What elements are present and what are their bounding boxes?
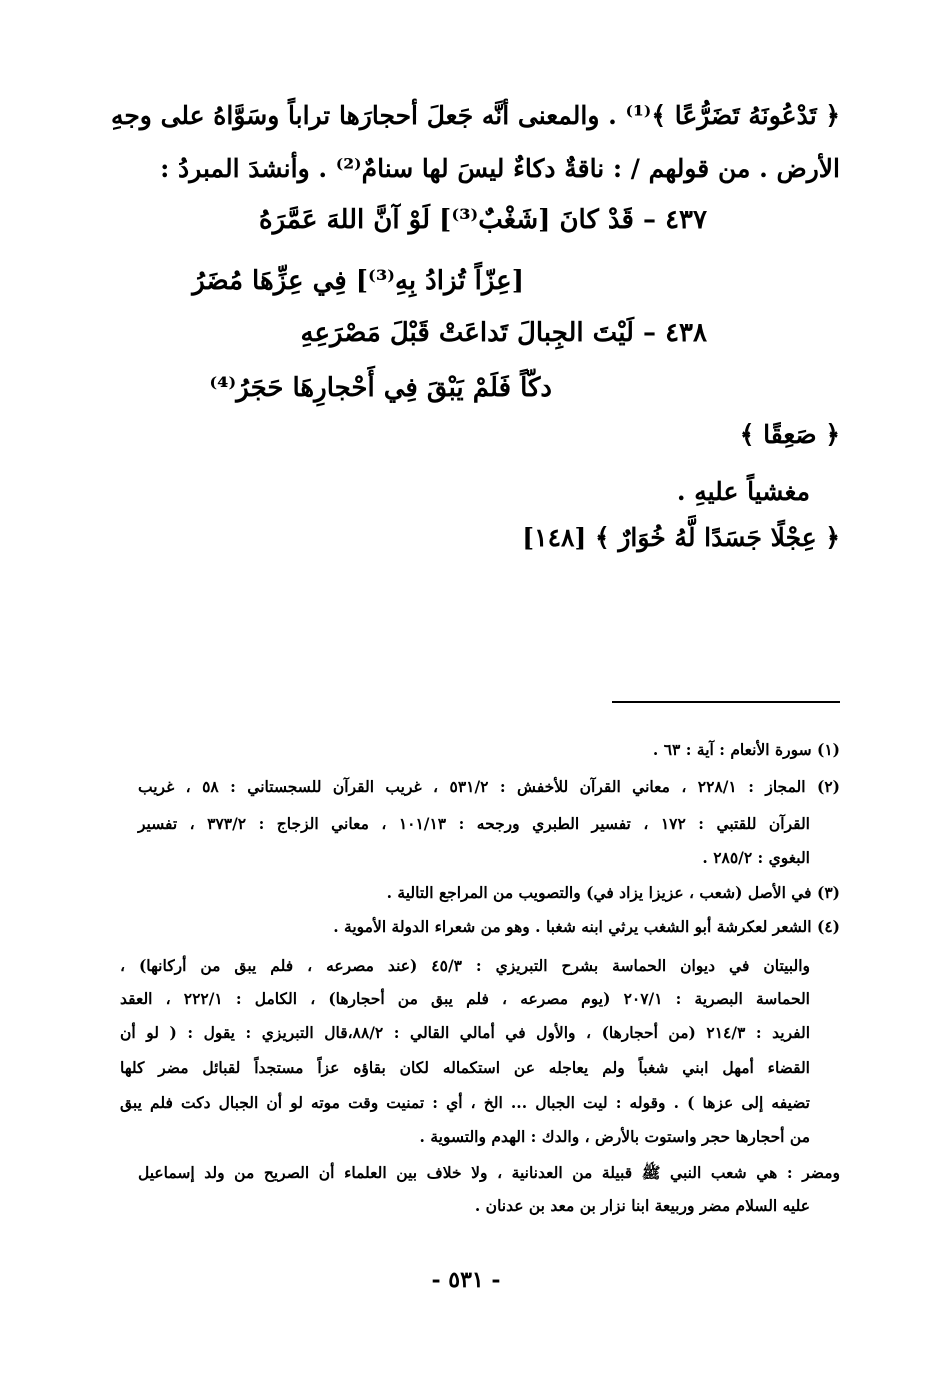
verse-437-second-hemistich: [عِزّاً تُزادُ بِهِ⁽³⁾] فِي عِزِّهَا مُضَرُ [192,266,524,296]
footnote-3: (٣) في الأصل (شعب ، عزيزا يزاد في) والتصويب من المراجع التالية . [386,883,840,902]
footnote-4-line-2: والبيتان في ديوان الحماسة بشرح التبريزي : ٤٥/٣ (عند مصرعه ، فلم يبق من أركانها) ، [120,956,810,975]
main-line-2: الأرض . من قولهم / : ناقةٌ دكاءٌ ليسَ لها سنامٌ⁽²⁾ . وأنشدَ المبردُ : [160,154,840,183]
page-number: - ٥٣١ - [431,1267,501,1293]
footnote-4-line-9: عليه السلام مضر وربيعة ابنا نزار بن معد بن عدنان . [474,1196,810,1215]
footnote-2-line-1: (٢) المجاز : ٢٢٨/١ ، معاني القرآن للأخفش : ٥٣١/٢ ، غريب القرآن للسجستاني : ٥٨ ، غريب [138,777,840,796]
footnote-4-line-8: ومضر : هي شعب النبي ﷺ قبيلة من العدنانية ، ولا خلاف بين العلماء أن الصريح من ولد إسماعيل [138,1163,840,1182]
footnote-4-line-1: (٤) الشعر لعكرشة أبو الشغب يرثي ابنه شغبا . وهو من شعراء الدولة الأموية . [333,917,840,936]
footnote-1: (١) سورة الأنعام : آية : ٦٣ . [652,740,840,759]
verse-438-first-hemistich: ٤٣٨ – لَيْتَ الجِبالَ تَداعَتْ قَبْلَ مَصْرَعِهِ [300,318,707,348]
main-line-1: ﴿ تَدْعُونَهُ تَضَرُّعًا ﴾⁽¹⁾ . والمعنى أنَّه جَعلَ أحجارَها تراباً وسَوَّاهُ على وجهِ [110,101,840,130]
footnote-4-line-5: القضاء أمهل ابني شغباً ولم يعاجله عن استكماله لكان بقاؤه عزاً مستجداً لقبائل مضر كلها [120,1058,810,1077]
quran-verse-148: ﴿ عِجْلًا جَسَدًا لَّهُ خُوَارٌ ﴾ [١٤٨] [522,523,840,552]
footnote-4-line-6: تضيفه إلى عزها ) . وقوله : ليت الجبال ... الخ ، أي : تمنيت وقت موته لو أن الجبال دكت فلم يبق [120,1093,810,1112]
footnote-4-line-7: من أحجارها حجر واستوت بالأرض ، والدك : الهدم والتسوية . [419,1127,810,1146]
footnote-2-line-3: البغوي : ٢٨٥/٢ . [702,848,810,867]
word-gloss: مغشياً عليهِ . [676,477,810,506]
footnote-4-line-3: الحماسة البصرية : ٢٠٧/١ (يوم مصرعه ، فلم يبق من أحجارها) ، الكامل : ٢٢٢/١ ، العقد [120,989,810,1008]
footnote-4-line-4: الفريد : ٢١٤/٣ (من أحجارها) ، والأول في أمالي القالي : ٨٨/٢،قال التبريزي : يقول : ( لو أن [120,1023,810,1042]
footnote-2-line-2: القرآن للقتبي : ١٧٢ ، تفسير الطبري ورجحه : ١٠١/١٣ ، معاني الزجاج : ٣٧٣/٢ ، تفسير [138,814,810,833]
verse-438-second-hemistich: دكّاً فَلَمْ يَبْقَ فِي أَحْجارِهَا حَجَرُ⁽⁴⁾ [209,373,552,403]
quran-word-saiqa: ﴿ صَعِقًا ﴾ [739,420,840,449]
verse-437-first-hemistich: ٤٣٧ – قَدْ كانَ [شَغْبٌ⁽³⁾] لَوْ آنَّ اللهَ عَمَّرَهُ [258,205,707,235]
footnote-separator [612,701,840,703]
